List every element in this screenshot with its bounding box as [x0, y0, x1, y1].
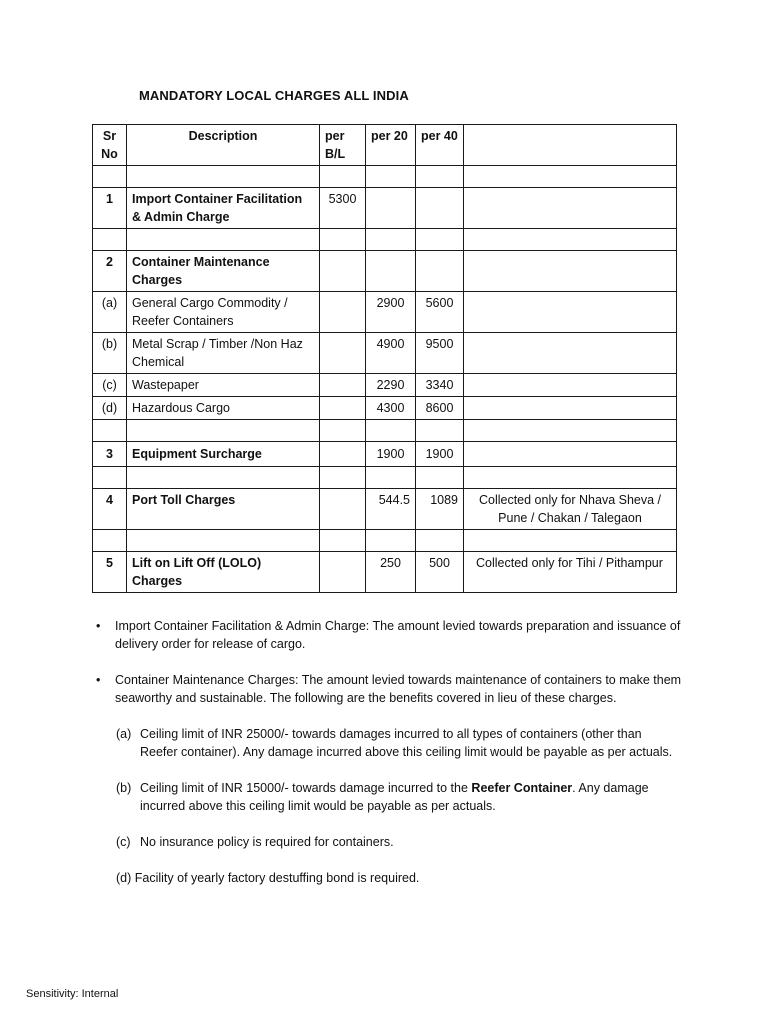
- reefer-container-emphasis: Reefer Container: [471, 781, 573, 795]
- page-title: MANDATORY LOCAL CHARGES ALL INDIA: [139, 88, 409, 103]
- row-note: Collected only for Nhava Sheva / Pune / Chakan / Talegaon: [464, 489, 677, 530]
- row-sr: (d): [93, 397, 127, 420]
- row-per-bl: [320, 489, 366, 530]
- row-sr: (c): [93, 374, 127, 397]
- benefit-text: (d) Facility of yearly factory destuffing bond is required.: [116, 871, 420, 885]
- header-per-40: per 40: [416, 125, 464, 166]
- benefit-text: No insurance policy is required for containers.: [140, 835, 394, 849]
- row-description: Lift on Lift Off (LOLO) Charges: [127, 552, 320, 593]
- row-per-20: [366, 251, 416, 292]
- row-description: Equipment Surcharge: [127, 442, 320, 467]
- row-description: Metal Scrap / Timber /Non Haz Chemical: [127, 333, 320, 374]
- header-per-bl: per B/L: [320, 125, 366, 166]
- row-per-20: 4900: [366, 333, 416, 374]
- row-description: Container Maintenance Charges: [127, 251, 320, 292]
- spacer-row: [93, 530, 677, 552]
- bullet-text: Import Container Facilitation & Admin Charge: The amount levied towards preparation and issuance of delivery order for release of cargo.: [115, 619, 681, 651]
- row-per-20: 4300: [366, 397, 416, 420]
- row-per-40: 8600: [416, 397, 464, 420]
- table-row: [93, 374, 677, 397]
- benefit-label: (a): [116, 727, 132, 741]
- row-sr: 2: [93, 251, 127, 292]
- bullet-item: [96, 617, 686, 653]
- header-notes: [464, 125, 677, 166]
- row-per-bl: [320, 333, 366, 374]
- bullet-text: Container Maintenance Charges: The amount levied towards maintenance of containers to make them seaworthy and sustainable. The following are the benefits covered in lieu of these charges.: [115, 673, 682, 705]
- table-row: [93, 333, 677, 374]
- benefit-label: (b): [116, 781, 132, 795]
- table-row: [93, 251, 677, 292]
- row-sr: 1: [93, 188, 127, 229]
- row-per-20: 2290: [366, 374, 416, 397]
- row-per-40: 9500: [416, 333, 464, 374]
- row-per-20: 544.5: [366, 489, 416, 530]
- benefit-item: [116, 725, 676, 761]
- row-description: Import Container Facilitation & Admin Charge: [127, 188, 320, 229]
- table-row: [93, 442, 677, 467]
- row-per-bl: [320, 251, 366, 292]
- row-per-20: [366, 188, 416, 229]
- spacer-row: [93, 420, 677, 442]
- row-note: [464, 442, 677, 467]
- row-description: General Cargo Commodity / Reefer Containers: [127, 292, 320, 333]
- table-row: [93, 552, 677, 593]
- row-sr: 5: [93, 552, 127, 593]
- header-sr-no: Sr No: [93, 125, 127, 166]
- charges-table: [92, 124, 677, 593]
- table-row: [93, 397, 677, 420]
- benefit-item: [116, 779, 676, 815]
- row-per-20: 1900: [366, 442, 416, 467]
- row-per-40: 5600: [416, 292, 464, 333]
- row-per-bl: [320, 442, 366, 467]
- benefit-item: [116, 869, 676, 887]
- row-description: Hazardous Cargo: [127, 397, 320, 420]
- row-note: [464, 333, 677, 374]
- table-header-row: [93, 125, 677, 166]
- bullet-item: [96, 671, 686, 707]
- row-per-40: [416, 188, 464, 229]
- sensitivity-label: Sensitivity: Internal: [26, 988, 119, 1000]
- header-description: Description: [127, 125, 320, 166]
- row-note: [464, 251, 677, 292]
- row-note: [464, 374, 677, 397]
- row-per-bl: [320, 397, 366, 420]
- row-per-20: 2900: [366, 292, 416, 333]
- row-description: Wastepaper: [127, 374, 320, 397]
- spacer-row: [93, 166, 677, 188]
- row-note: [464, 292, 677, 333]
- row-per-40: 1900: [416, 442, 464, 467]
- row-per-20: 250: [366, 552, 416, 593]
- explanations: [96, 617, 686, 905]
- header-per-20: per 20: [366, 125, 416, 166]
- row-per-40: 1089: [416, 489, 464, 530]
- benefit-text: Ceiling limit of INR 15000/- towards damage incurred to the Reefer Container. Any damage incurred above this ceiling limit would be payable as per actuals.: [140, 781, 649, 813]
- row-per-40: 500: [416, 552, 464, 593]
- row-sr: 4: [93, 489, 127, 530]
- bullet-icon: •: [96, 619, 101, 633]
- table-row: [93, 292, 677, 333]
- row-per-bl: [320, 374, 366, 397]
- row-per-bl: [320, 292, 366, 333]
- spacer-row: [93, 467, 677, 489]
- benefit-label: (c): [116, 835, 131, 849]
- row-per-40: 3340: [416, 374, 464, 397]
- row-note: [464, 188, 677, 229]
- benefit-item: [116, 833, 676, 851]
- row-per-bl: [320, 552, 366, 593]
- bullet-icon: •: [96, 673, 101, 687]
- benefit-text: Ceiling limit of INR 25000/- towards damages incurred to all types of containers (other than Reefer container). Any damage incurred above this ceiling limit would be payable as per actuals.: [140, 727, 673, 759]
- row-note: [464, 397, 677, 420]
- row-sr: 3: [93, 442, 127, 467]
- row-per-bl: 5300: [320, 188, 366, 229]
- row-description: Port Toll Charges: [127, 489, 320, 530]
- table-row: [93, 489, 677, 530]
- row-per-40: [416, 251, 464, 292]
- table-row: [93, 188, 677, 229]
- row-sr: (b): [93, 333, 127, 374]
- row-note: Collected only for Tihi / Pithampur: [464, 552, 677, 593]
- row-sr: (a): [93, 292, 127, 333]
- spacer-row: [93, 229, 677, 251]
